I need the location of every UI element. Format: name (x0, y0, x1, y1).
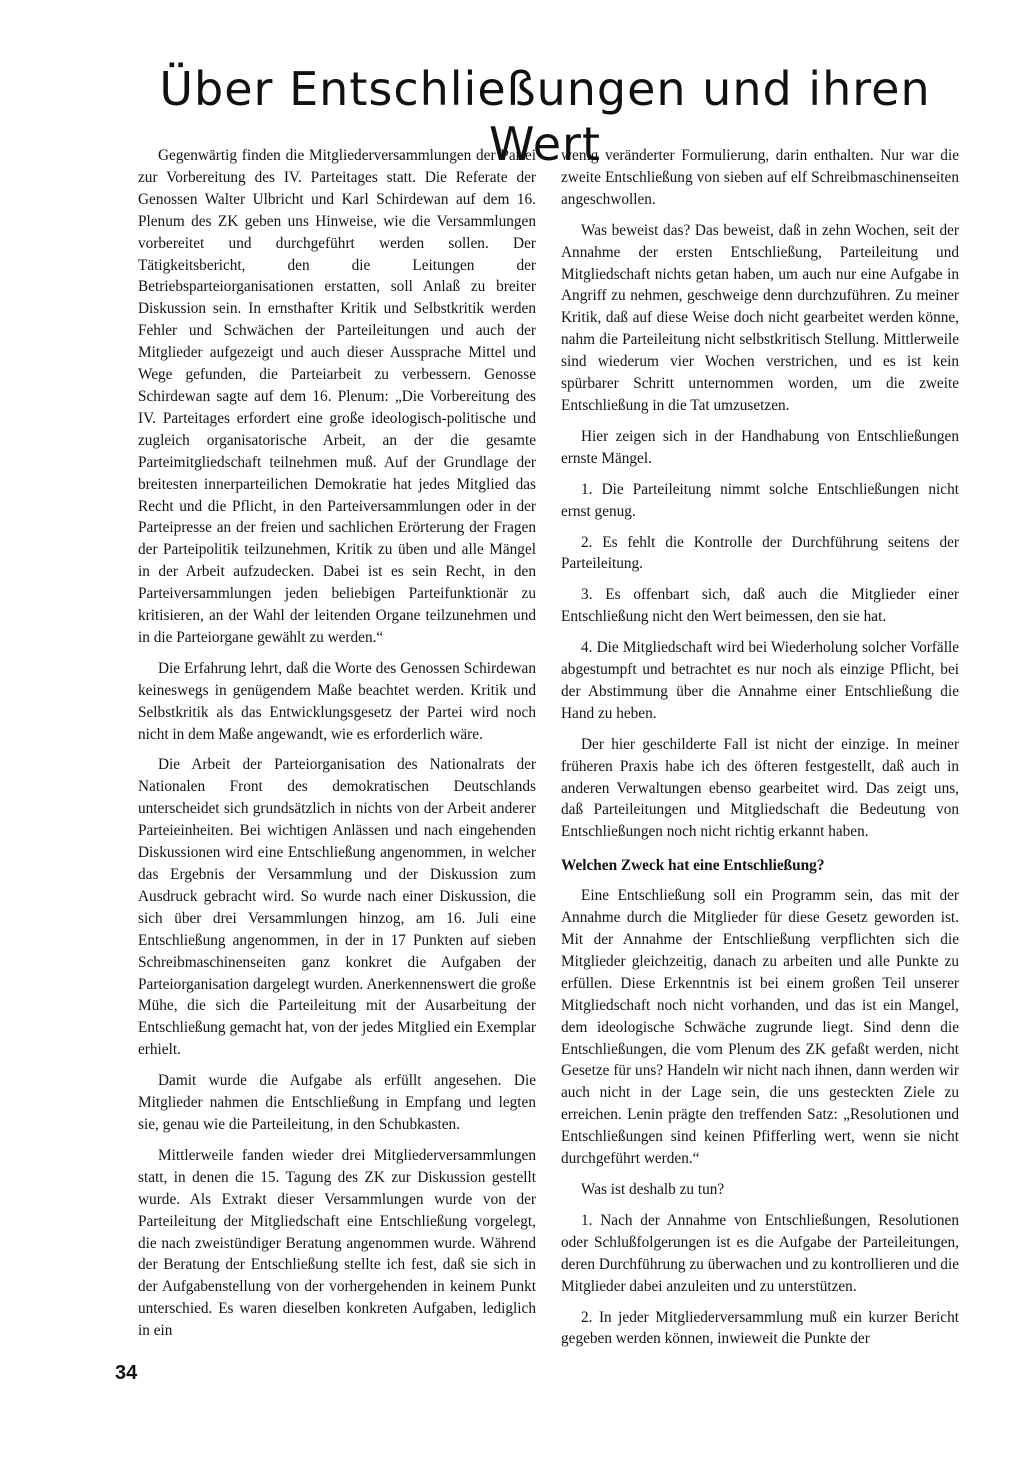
section-heading: Welchen Zweck hat eine Entschließung? (561, 857, 825, 875)
left-column (138, 145, 536, 1351)
paragraph: Die Erfahrung lehrt, daß die Worte des Genossen Schirdewan keineswegs in genügendem Maße beachtet werden. Kritik und Selbstkritik als das Entwicklungsgesetz der Partei wird noch nicht in dem Maße angewandt, wie es erforderlich wäre. (138, 659, 536, 743)
list-item: 2. In jeder Mitgliederversammlung muß ein kurzer Bericht gegeben werden können, inwieweit die Punkte der (561, 1308, 959, 1348)
list-item: 4. Die Mitgliedschaft wird bei Wiederholung solcher Vorfälle abgestumpft und betrachtet es nur noch als einzige Pflicht, bei der Abstimmung über die Annahme einer Entschließung die Hand zu heben. (561, 639, 959, 722)
list-item: 1. Nach der Annahme von Entschließungen, Resolutionen oder Schlußfolgerungen ist es die Aufgabe der Parteileitungen, deren Durchführung zu überwachen und zu kontrollieren und die Mitglieder dabei anzuleiten und zu unterstützen. (561, 1211, 959, 1295)
paragraph: Die Arbeit der Parteiorganisation des Nationalrats der Nationalen Front des demokratischen Deutschlands unterscheidet sich grundsätzlich in nichts von der Arbeit anderer Parteieinheiten. Bei wichtigen Anlässen und nach eingehenden Diskussionen wird eine Entschließung angenommen, in welcher das Ergebnis der Versammlung und der Diskussion zum Ausdruck gebracht wird. So wurde nach einer Diskussion, die sich über drei Versammlungen hinzog, am 16. Juli eine Entschließung angenommen, in der in 17 Punkten auf sieben Schreibmaschinenseiten ganz konkret die Aufgaben der Parteiorganisation dargelegt wurden. Anerkennenswert die große Mühe, die sich die Parteileitung mit der Ausarbeitung der Entschließung gemacht hat, von der jedes Mitglied ein Exemplar erhielt. (138, 756, 536, 1059)
paragraph: Mittlerweile fanden wieder drei Mitgliederversammlungen statt, in denen die 15. Tagung des ZK zur Diskussion gestellt wurde. Als Extrakt dieser Versammlungen wurde von der Parteileitung der Mitgliedschaft eine Entschließung vorgelegt, die nach zweistündiger Beratung angenommen wurde. Während der Beratung der Entschließung stellte ich fest, daß sie sich in der Aufgabenstellung von der vorhergehenden in keinem Punkt unterschied. Es waren dieselben konkreten Aufgaben, lediglich in ein (138, 1146, 536, 1340)
article-title: Über Entschließungen und ihren Wert (159, 62, 931, 172)
right-column (561, 145, 959, 1359)
paragraph: Hier zeigen sich in der Handhabung von Entschließungen ernste Mängel. (561, 427, 959, 467)
list-item: 1. Die Parteileitung nimmt solche Entschließungen nicht ernst genug. (561, 480, 959, 520)
paragraph: Was ist deshalb zu tun? (581, 1180, 725, 1198)
list-item: 2. Es fehlt die Kontrolle der Durchführung seitens der Parteileitung. (561, 533, 959, 573)
paragraph: wenig veränderter Formulierung, darin enthalten. Nur war die zweite Entschließung von sieben auf elf Schreibmaschinenseiten angeschwollen. (561, 147, 959, 208)
paragraph: Der hier geschilderte Fall ist nicht der einzige. In meiner früheren Praxis habe ich des öfteren festgestellt, daß auch in anderen Verwaltungen ebenso gearbeitet wird. Das zeigt uns, daß Parteileitungen und Mitgliedschaft die Bedeutung von Entschließungen noch nicht richtig erkannt haben. (561, 735, 959, 841)
page-number: 34 (115, 1362, 138, 1384)
paragraph: Eine Entschließung soll ein Programm sein, das mit der Annahme durch die Mitglieder für diese Gesetz geworden ist. Mit der Annahme der Entschließung verpflichten sich die Mitglieder gleichzeitig, danach zu arbeiten und alle Punkte zu erfüllen. Diese Erkenntnis ist bei einem großen Teil unserer Mitgliedschaft noch nicht vorhanden, und das ist ein Mangel, dem ideologische Schwäche zugrunde liegt. Sind denn die Entschließungen, die vom Plenum des ZK gefaßt werden, nicht Gesetze für uns? Handeln wir nicht nach ihnen, dann werden wir auch nicht in der Lage sein, die uns gesteckten Ziele zu erreichen. Lenin prägte den treffenden Satz: „Resolutionen und Entschließungen sind keinen Pfifferling wert, wenn sie nicht durchgeführt werden.“ (561, 887, 959, 1168)
list-item: 3. Es offenbart sich, daß auch die Mitglieder einer Entschließung nicht den Wert beimessen, den sie hat. (561, 586, 959, 626)
paragraph: Was beweist das? Das beweist, daß in zehn Wochen, seit der Annahme der ersten Entschließung, Parteileitung und Mitgliedschaft nichts getan haben, um auch nur eine Aufgabe in Angriff zu nehmen, geschweige denn durchzuführen. Zu meiner Kritik, daß auf diese Weise doch nicht gearbeitet werden könne, nahm die Parteileitung nicht selbstkritisch Stellung. Mittlerweile sind wiederum vier Wochen verstrichen, und es ist kein spürbarer Schritt unternommen worden, um die zweite Entschließung in die Tat umzusetzen. (561, 221, 959, 414)
paragraph: Damit wurde die Aufgabe als erfüllt angesehen. Die Mitglieder nahmen die Entschließung in Empfang und legten sie, genau wie die Parteileitung, in den Schubkasten. (138, 1072, 536, 1133)
paragraph: Gegenwärtig finden die Mitgliederversammlungen der Partei zur Vorbereitung des IV. Parteitages statt. Die Referate der Genossen Walter Ulbricht und Karl Schirdewan auf dem 16. Plenum des ZK geben uns Hinweise, wie die Versammlungen vorbereitet und durchgeführt werden sollen. Der Tätigkeitsbericht, den die Leitungen der Betriebsparteiorganisationen erstatten, soll Anlaß zu breiter Diskussion sein. In ernsthafter Kritik und Selbstkritik werden Fehler und Schwächen der Parteileitungen und auch der Mitglieder aufgezeigt und auch dieser Aussprache Mittel und Wege gefunden, die Parteiarbeit zu verbessern. Genosse Schirdewan sagte auf dem 16. Plenum: „Die Vorbereitung des IV. Parteitages erfordert eine große ideologisch-politische und zugleich organisatorische Arbeit, an der die gesamte Parteimitgliedschaft teilnehmen muß. Auf der Grundlage der breitesten innerparteilichen Demokratie hat jedes Mitglied das Recht und die Pflicht, in den Parteiversammlungen oder in der Parteipresse an der freien und sachlichen Erörterung der Fragen der Parteipolitik teilzunehmen, Kritik zu üben und alle Mängel in der Arbeit aufzudecken. Dabei ist es sein Recht, in den Parteiversammlungen jeden beliebigen Parteifunktionär zu kritisieren, an der Wahl der leitenden Organe teilzunehmen und in die Parteiorgane gewählt zu werden.“ (138, 147, 536, 646)
